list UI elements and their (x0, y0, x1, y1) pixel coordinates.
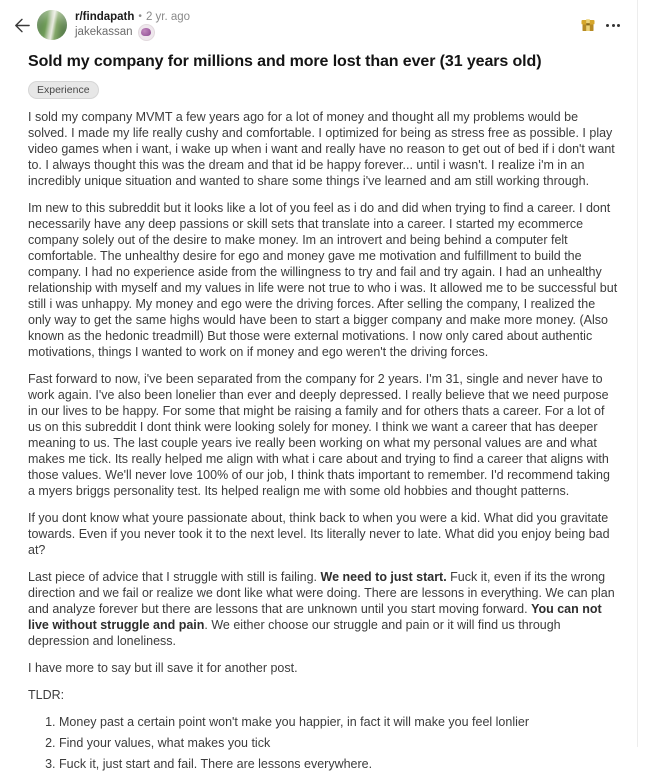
post-header (8, 8, 620, 42)
tldr-list-item: 3. Fuck it, just start and fail. There are lessons everywhere. (59, 756, 620, 772)
header-actions (581, 18, 620, 32)
tldr-list (28, 714, 620, 772)
tldr-list-item: 2. Find your values, what makes you tick (59, 735, 620, 751)
back-button[interactable] (8, 12, 34, 38)
post-paragraph: If you dont know what youre passionate about, think back to when you were a kid. What did you gravitate towards. Even if you never took it to the next level. Its literally never to late. What did you enjoy being bad at? (28, 511, 610, 557)
award-icon[interactable] (581, 18, 595, 32)
post-meta (75, 10, 190, 41)
brain-flair-icon (138, 24, 155, 41)
overflow-menu-button[interactable] (606, 22, 620, 29)
overflow-dot (606, 24, 609, 27)
subreddit-link[interactable]: r/findapath (75, 10, 135, 23)
avatar[interactable] (37, 10, 67, 40)
post-flair-badge[interactable]: Experience (28, 81, 99, 99)
tldr-list-item: 1. Money past a certain point won't make you happier, in fact it will make you feel lonlier (59, 714, 620, 730)
post-age: 2 yr. ago (145, 10, 191, 23)
post-body-paragraphs (28, 109, 620, 676)
username-link[interactable]: jakekassan (75, 26, 133, 38)
post-title: Sold my company for millions and more lost than ever (31 years old) (28, 53, 542, 70)
post-body (28, 109, 620, 772)
dot-separator: • (138, 10, 142, 22)
post-paragraph: I sold my company MVMT a few years ago for a lot of money and thought all my problems would be solved. I made my life really cushy and comfortable. I optimized for being as stress free as possible. I play video games when i want, i wake up when i want and really have no reason to get out of bed if i don't want to. I always thought this was the dream and that id be happy forever... until i wasn't. I realize i'm in an incredibly unique situation and wanted to share some things i've learned and am still working through. (28, 110, 615, 188)
post-paragraph: Im new to this subreddit but it looks like a lot of you feel as i do and did when trying to find a career. I dont necessarily have any deep passions or skill sets that translate into a career. I started my ecommerce company solely out of the desire to make money. Im an introvert and being behind a computer felt comfortable. The unhealthy desire for ego and money gave me motivation and fulfillment to build the company. I had no experience aside from the willingness to try and fail and try again. I had an unhealthy relationship with myself and my values in life were not true to who i was. It allowed me to be successful but still i was unhappy. My money and ego were the driving forces. After selling the company, I realized the only way to get the same highs would have been to start a bigger company and make more money. (Also known as the hedonic treadmill) But those were external motivations. I now only cared about authentic motivations, things I wanted to work on if money and ego weren't the driving forces. (28, 201, 618, 359)
post-paragraph: Last piece of advice that I struggle with still is failing. We need to just start. Fuck it, even if its the wrong direction and we fail or realize we dont like what were doing. There are lessons in everything. We can plan and analyze forever but there are lessons that are unknown until you start moving forward. You can not live without struggle and pain. We either choose our struggle and pain or it will find us through depression and loneliness. (28, 570, 615, 648)
overflow-dot (612, 24, 615, 27)
meta-row-bottom (75, 24, 190, 41)
meta-row-top (75, 10, 190, 24)
post-paragraph: I have more to say but ill save it for another post. (28, 661, 298, 675)
tldr-label: TLDR: (28, 688, 65, 702)
post-paragraph: Fast forward to now, i've been separated from the company for 2 years. I'm 31, single and never have to work again. I've also been lonelier than ever and deeply depressed. I really believe that we need purpose in our lives to be happy. For some that might be raising a family and for others thats a career. For a lot of us on this subreddit I dont think were looking solely for money. I think we want a career that has deeper meaning to us. The last couple years ive really been working on what my personal values are and what makes me tick. Its really helped me align with what i care about and trying to find a career that aligns with those values. We'll never love 100% of our job, I think thats important to remember. I'd recommend taking a myers briggs personality test. Its helped realign me with some old hobbies and thought patterns. (28, 372, 610, 498)
back-arrow-icon (12, 16, 31, 35)
overflow-dot (617, 24, 620, 27)
